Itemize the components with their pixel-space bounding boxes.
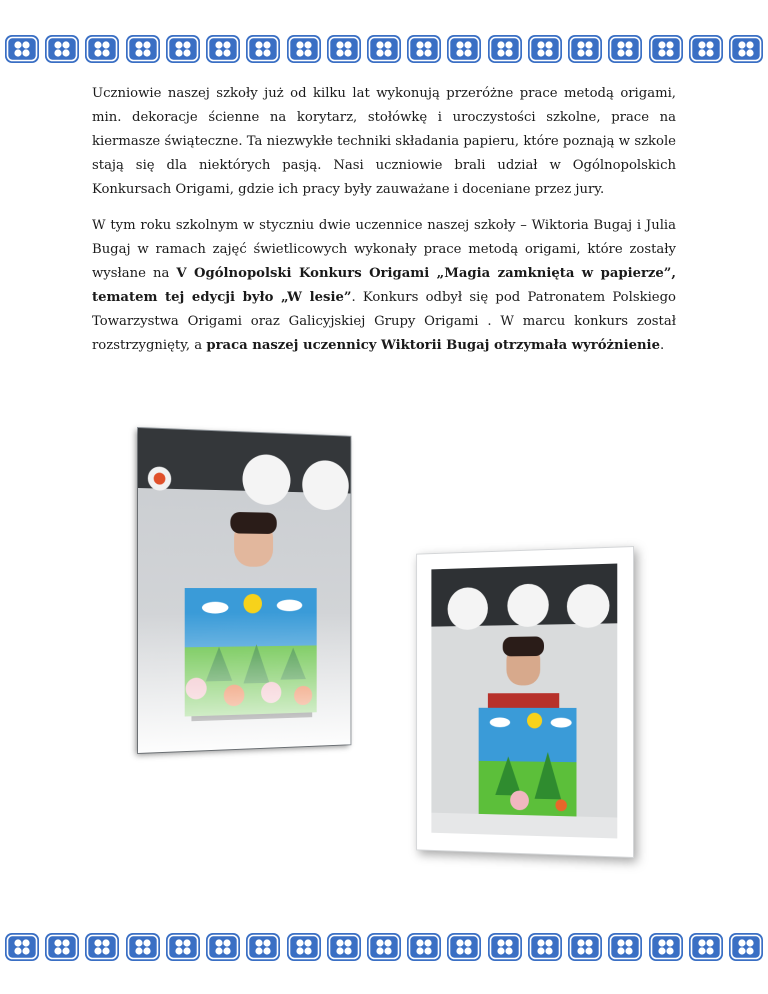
snowflake-ornament-icon [688, 932, 724, 962]
paragraph-intro: Uczniowie naszej szkoły już od kilku lat wykonują przeróżne prace metodą origami, min. dekoracje ścienne na korytarz, stołówkę i uroczystości szkolne, prace na kiermasze świąteczne. Ta niezwykłe techniki składania papieru, które poznają w szkole stają się dla niektórych pasją. Nasi uczniowie brali udział w Ogólnopolskich Konkursach Origami, gdzie ich pracy były zauważane i doceniane przez jury. [92, 86, 676, 197]
snowflake-ornament-icon [406, 34, 442, 64]
snowflake-ornament-icon [84, 932, 120, 962]
snowflake-ornament-icon [366, 932, 402, 962]
snowflake-ornament-icon [286, 932, 322, 962]
snowflake-ornament-icon [487, 932, 523, 962]
top-ornament-border [4, 34, 764, 64]
award-bold: praca naszej uczennicy Wiktorii Bugaj otrzymała wyróżnienie [206, 338, 660, 353]
snowflake-ornament-icon [44, 34, 80, 64]
snowflake-ornament-icon [567, 34, 603, 64]
snowflake-ornament-icon [84, 34, 120, 64]
snowflake-ornament-icon [125, 932, 161, 962]
snowflake-ornament-icon [648, 932, 684, 962]
snowflake-ornament-icon [446, 34, 482, 64]
snowflake-ornament-icon [286, 34, 322, 64]
snowflake-ornament-icon [567, 932, 603, 962]
snowflake-ornament-icon [366, 34, 402, 64]
snowflake-ornament-icon [326, 34, 362, 64]
photo-1-reflection-fade [138, 612, 351, 753]
contest-text-1: W tym roku szkolnym w styczniu dwie uczennice naszej szkoły – Wiktoria Bugaj i Julia Bugaj w ramach zajęć świetlicowych wykonały prace metodą origami, które zostały wysłane na [92, 218, 676, 281]
snowflake-ornament-icon [446, 932, 482, 962]
snowflake-ornament-icon [406, 932, 442, 962]
snowflake-ornament-icon [728, 932, 764, 962]
snowflake-ornament-icon [4, 34, 40, 64]
photo-frame-2 [416, 546, 634, 858]
bottom-ornament-border [4, 932, 764, 962]
snowflake-ornament-icon [205, 34, 241, 64]
paragraph-contest [92, 214, 676, 358]
photo-student-with-origami-1 [138, 428, 351, 753]
article-body [92, 82, 676, 370]
snowflake-ornament-icon [4, 932, 40, 962]
snowflake-ornament-icon [165, 932, 201, 962]
snowflake-ornament-icon [607, 932, 643, 962]
contest-name-bold: V Ogólnopolski Konkurs Origami „Magia zamknięta w papierze”, tematem tej edycji było „W lesie” [92, 266, 676, 305]
photo-2-illustration [431, 564, 617, 839]
snowflake-ornament-icon [245, 932, 281, 962]
snowflake-ornament-icon [125, 34, 161, 64]
snowflake-ornament-icon [44, 932, 80, 962]
photo-student-with-origami-2 [431, 564, 617, 839]
snowflake-ornament-icon [326, 932, 362, 962]
snowflake-ornament-icon [688, 34, 724, 64]
snowflake-ornament-icon [487, 34, 523, 64]
snowflake-ornament-icon [648, 34, 684, 64]
snowflake-ornament-icon [527, 932, 563, 962]
snowflake-ornament-icon [728, 34, 764, 64]
snowflake-ornament-icon [607, 34, 643, 64]
contest-text-3: . [659, 338, 665, 353]
snowflake-ornament-icon [165, 34, 201, 64]
contest-text-2: . Konkurs odbył się pod Patronatem Polskiego Towarzystwa Origami oraz Galicyjskiej Grupy Origami . W marcu konkurs został rozstrzygnięty, a [92, 290, 676, 353]
snowflake-ornament-icon [245, 34, 281, 64]
snowflake-ornament-icon [205, 932, 241, 962]
snowflake-ornament-icon [527, 34, 563, 64]
